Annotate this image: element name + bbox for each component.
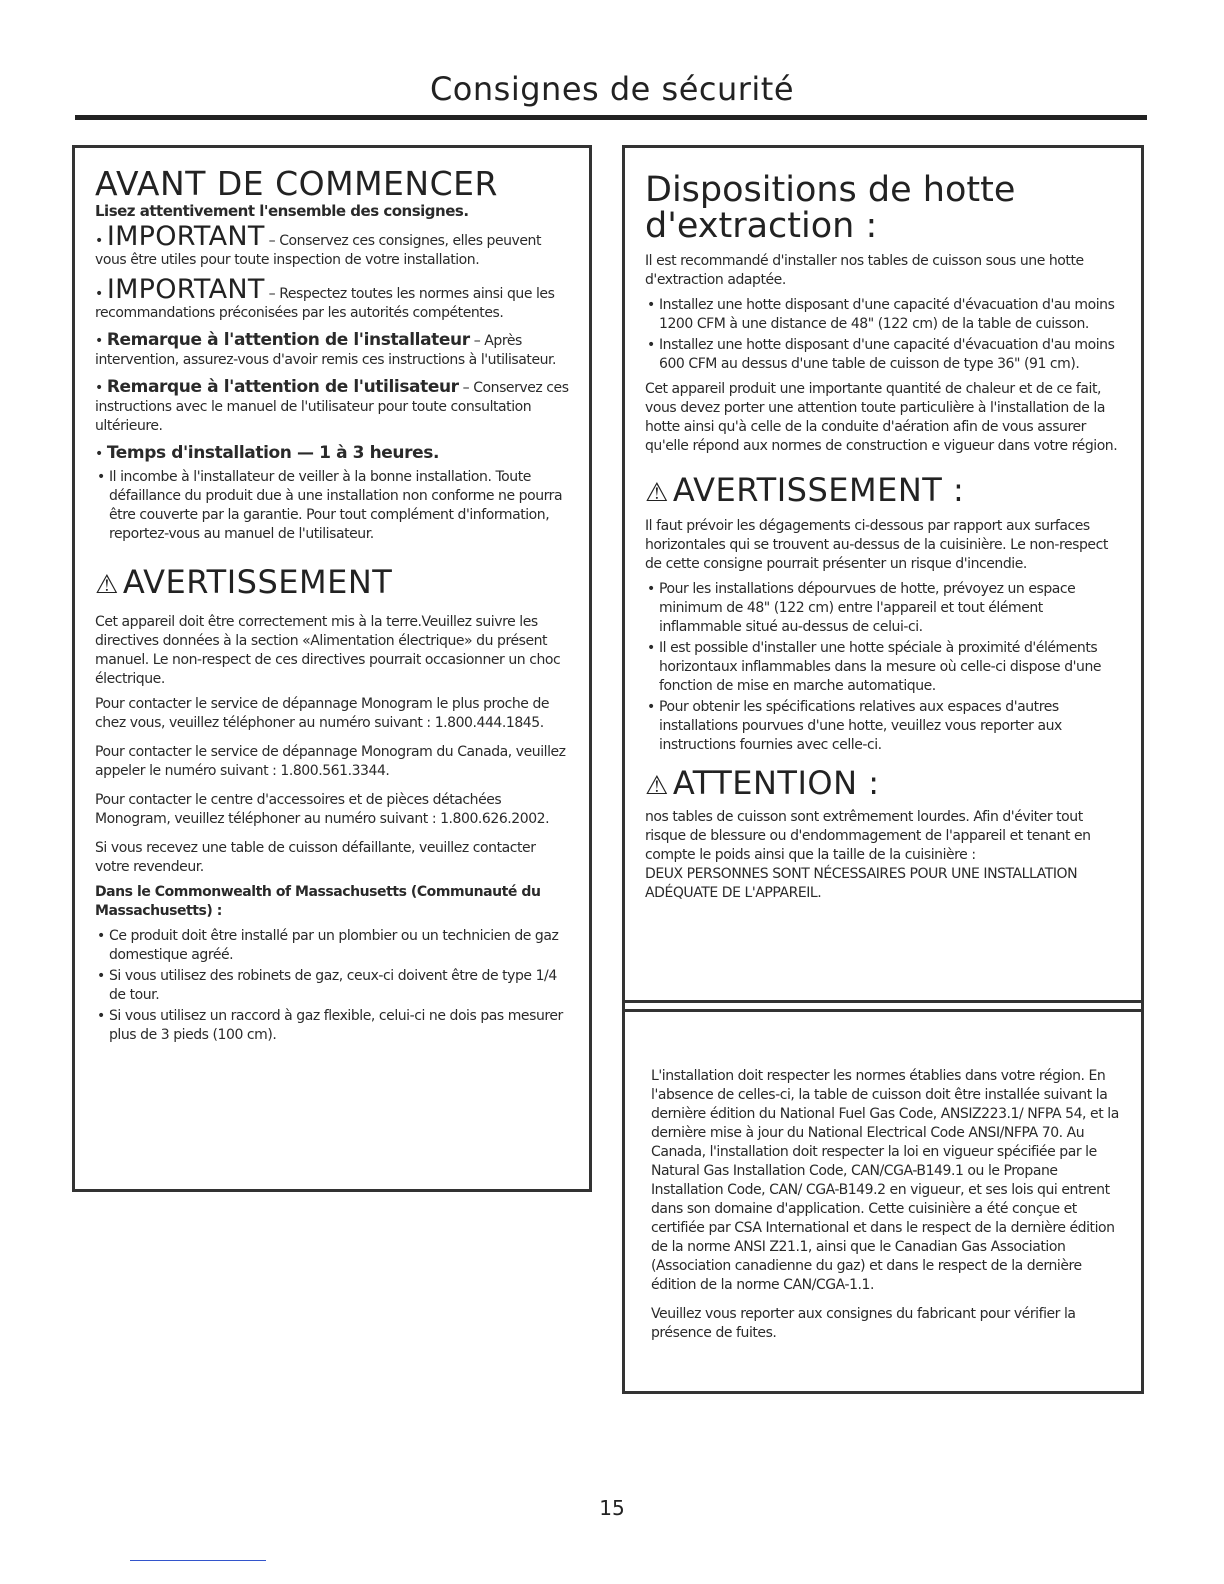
range-hood-list [645, 296, 1123, 374]
list-item: • Ce produit doit être installé par un plombier ou un technicien de gaz domestique agréé. [95, 927, 571, 965]
warning-triangle-icon: ⚠ [645, 478, 669, 508]
warning-triangle-icon: ⚠ [645, 771, 669, 801]
clearance-list [645, 580, 1123, 755]
list-item: • Installez une hotte disposant d'une capacité d'évacuation d'au moins 600 CFM au dessus d'une table de cuisson de type 36" (91 cm). [645, 336, 1123, 374]
attention-heading-text: ATTENTION : [672, 764, 880, 802]
install-time-label: Temps d'installation — 1 à 3 heures. [106, 443, 440, 463]
warning-triangle-icon: ⚠ [95, 570, 119, 600]
footer-link-line [130, 1560, 266, 1561]
range-hood-heading: Dispositions de hotte d'extraction : [645, 170, 1016, 246]
contact-retailer: Si vous recevez une table de cuisson défaillante, veuillez contacter votre revendeur. [95, 840, 536, 875]
contact-service-us: Pour contacter le service de dépannage Monogram le plus proche de chez vous, veuillez téléphoner au numéro suivant : 1.800.444.1845. [95, 696, 550, 731]
user-note-text: – Conservez ces instructions avec le manuel de l'utilisateur pour toute consultation ultérieure. [95, 380, 569, 434]
bullet-icon: • [95, 380, 107, 396]
attention-caps-text: DEUX PERSONNES SONT NÉCESSAIRES POUR UNE INSTALLATION ADÉQUATE DE L'APPAREIL. [645, 866, 1078, 901]
user-note-label: Remarque à l'attention de l'utilisateur [106, 377, 459, 397]
installer-note-text: – Après intervention, assurez-vous d'avoir remis ces instructions à l'utilisateur. [95, 333, 557, 368]
attention-heading [645, 765, 1123, 804]
massachusetts-list [95, 927, 571, 1045]
important-label-2: IMPORTANT [106, 274, 265, 305]
install-time [95, 444, 571, 464]
leak-check-text: Veuillez vous reporter aux consignes du fabricant pour vérifier la présence de fuites. [651, 1306, 1076, 1341]
ground-warning-text: Cet appareil doit être correctement mis à la terre.Veuillez suivre les directives données à la section «Alimentation électrique» du présent manuel. Le non-respect de ces directives pourrait occasionner un choc électrique. [95, 614, 561, 687]
warning-heading-text: AVERTISSEMENT [122, 563, 393, 601]
massachusetts-heading: Dans le Commonwealth of Massachusetts (Communauté du Massachusetts) : [95, 884, 541, 919]
read-instructions-subheading: Lisez attentivement l'ensemble des consignes. [95, 202, 469, 220]
clearance-warning-text: Il faut prévoir les dégagements ci-dessous par rapport aux surfaces horizontales qui se trouvent au-dessus de la cuisinière. Le non-respect de cette consigne pourrait présenter un risque d'incendie. [645, 518, 1108, 572]
bullet-icon: • [95, 446, 107, 462]
page-title: Consignes de sécurité [429, 70, 795, 108]
user-note [95, 378, 571, 436]
clearance-warning-heading [645, 472, 1123, 511]
before-you-begin-box [72, 145, 592, 1192]
installer-note [95, 331, 571, 370]
important-note-2 [95, 274, 571, 323]
page-number: 15 [599, 1496, 625, 1520]
list-item: • Il est possible d'installer une hotte spéciale à proximité d'éléments horizontaux inflammables dans la mesure où celle-ci dispose d'une fonction de mise en marche automatique. [645, 639, 1123, 696]
contact-service-canada: Pour contacter le service de dépannage Monogram du Canada, veuillez appeler le numéro suivant : 1.800.561.3344. [95, 744, 566, 779]
list-item: • Pour obtenir les spécifications relatives aux espaces d'autres installations pourvues d'une hotte, veuillez vous reporter aux instructions fournies avec celle-ci. [645, 698, 1123, 755]
list-item: • Pour les installations dépourvues de hotte, prévoyez un espace minimum de 48" (122 cm) entre l'appareil et tout élément inflammable situé au-dessus de celui-ci. [645, 580, 1123, 637]
installer-note-label: Remarque à l'attention de l'installateur [106, 330, 470, 350]
title-rule [75, 115, 1147, 120]
heat-text: Cet appareil produit une importante quantité de chaleur et de ce fait, vous devez porter une attention toute particulière à l'installation de la hotte ainsi qu'à celle de la conduite d'aération afin de vous assurer qu'elle répond aux normes de construction e vigueur dans votre région. [645, 381, 1118, 454]
list-item: • Installez une hotte disposant d'une capacité d'évacuation d'au moins 1200 CFM à une distance de 48" (122 cm) de la table de cuisson. [645, 296, 1123, 334]
installation-standards-box [622, 1000, 1144, 1394]
important-text-1: – Conservez ces consignes, elles peuvent vous être utiles pour toute inspection de votre installation. [95, 233, 542, 268]
warning-heading [95, 564, 571, 603]
range-hood-intro: Il est recommandé d'installer nos tables de cuisson sous une hotte d'extraction adaptée. [645, 253, 1084, 288]
list-item: • Si vous utilisez des robinets de gaz, ceux-ci doivent être de type 1/4 de tour. [95, 967, 571, 1005]
install-time-list [95, 468, 571, 544]
bullet-icon: • [95, 233, 107, 249]
range-hood-box [622, 145, 1144, 1012]
contact-parts: Pour contacter le centre d'accessoires et de pièces détachées Monogram, veuillez téléphoner au numéro suivant : 1.800.626.2002. [95, 792, 550, 827]
before-you-begin-heading: AVANT DE COMMENCER [95, 164, 498, 203]
clearance-warning-heading-text: AVERTISSEMENT : [672, 471, 965, 509]
attention-text: nos tables de cuisson sont extrêmement lourdes. Afin d'éviter tout risque de blessure ou d'endommagement de l'appareil et tenant en compte le poids ainsi que la taille de la cuisinière : [645, 809, 1091, 863]
important-note-1 [95, 221, 571, 270]
install-time-text: • Il incombe à l'installateur de veiller à la bonne installation. Toute défaillance du produit due à une installation non conforme ne pourra être couverte par la garantie. Pour tout complément d'information, reportez-vous au manuel de l'utilisateur. [95, 468, 571, 544]
bullet-icon: • [95, 333, 107, 349]
bullet-icon: • [95, 286, 107, 302]
installation-standards-text: L'installation doit respecter les normes établies dans votre région. En l'absence de celles-ci, la table de cuisson doit être installée suivant la dernière édition du National Fuel Gas Code, ANSIZ223.1/ NFPA 54, et la dernière mise à jour du National Electrical Code ANSI/NFPA 70. Au Canada, l'installation doit respecter la loi en vigueur spécifiée par le Natural Gas Installation Code, CAN/CGA-B149.1 ou le Propane Installation Code, CAN/ CGA-B149.2 en vigueur, et ses lois qui entrent dans son domaine d'application. Cette cuisinière a été conçue et certifiée par CSA International et dans le respect de la dernière édition de la norme ANSI Z21.1, ainsi que le Canadian Gas Association (Association canadienne du gaz) et dans le respect de la dernière édition de la norme CAN/CGA-1.1. [651, 1068, 1119, 1293]
important-text-2: – Respectez toutes les normes ainsi que les recommandations préconisées par les autorités compétentes. [95, 286, 555, 321]
list-item: • Si vous utilisez un raccord à gaz flexible, celui-ci ne dois pas mesurer plus de 3 pieds (100 cm). [95, 1007, 571, 1045]
important-label-1: IMPORTANT [106, 221, 265, 252]
